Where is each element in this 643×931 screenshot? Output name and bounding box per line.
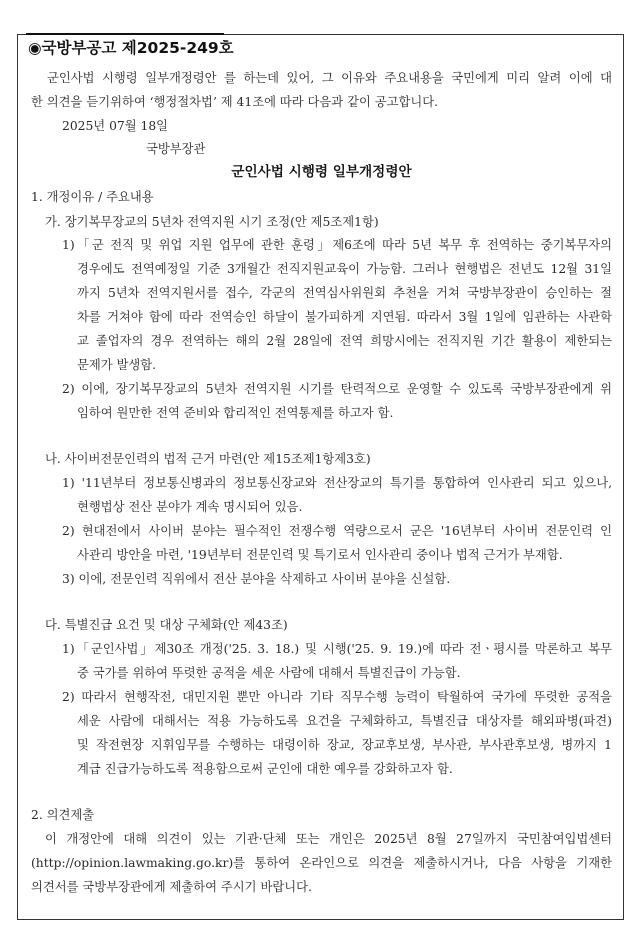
na-item1-line: 현행법상 전산 분야가 계속 명시되어 있음. xyxy=(77,500,303,514)
notice-heading: ◉국방부공고 제2025-249호 xyxy=(28,39,234,57)
da-item2-line: 2) 따라서 현행작전, 대민지원 뿐만 아니라 기타 직무수행 능력이 탁월하여 국가에 뚜렷한 공적을 xyxy=(62,690,612,704)
heading-underline xyxy=(26,33,224,35)
na-item2-line: 2) 현대전에서 사이버 분야는 필수적인 전쟁수행 역량으로서 군은 '16년부터 사이버 전문인력 인 xyxy=(62,524,612,538)
intro-line-1: 군인사법 시행령 일부개정령안 를 하는데 있어, 그 이유와 주요내용을 국민에게 미리 알려 이에 대 xyxy=(47,71,612,85)
da-item2-line: 계급 진급가능하도록 적용함으로써 군인에 대한 예우를 강화하고자 함. xyxy=(77,762,453,776)
intro-line-2: 한 의견을 듣기위하여 ‘행정절차법’ 제 41조에 따라 다음과 같이 공고합니다. xyxy=(31,95,439,109)
ga-item1-line: 차를 거쳐야 함에 따라 전역승인 하달이 불가피하게 지연됨. 따라서 3월 1일에 임관하는 사관학 xyxy=(77,310,612,324)
section-da-heading: 다. 특별진급 요건 및 대상 구체화(안 제43조) xyxy=(45,618,288,632)
da-item2-line: 세운 사람에 대해서는 적용 가능하도록 요건을 구체화하고, 특별진급 대상자를 해외파병(파견) xyxy=(77,714,612,728)
section-na-heading: 나. 사이버전문인력의 법적 근거 마련(안 제15조제1항제3호) xyxy=(45,452,371,466)
notice-issuer: 국방부장관 xyxy=(146,142,206,156)
section1-heading: 1. 개정이유 / 주요내용 xyxy=(31,190,154,204)
na-item1-line: 1) '11년부터 정보통신병과의 정보통신장교와 전산장교의 특기를 통합하여 인사관리 되고 있으나, xyxy=(62,476,612,490)
ga-item2-line: 2) 이에, 장기복무장교의 5년차 전역지원 시기를 탄력적으로 운영할 수 있도록 국방부장관에게 위 xyxy=(62,382,612,396)
document-title: 군인사법 시행령 일부개정령안 xyxy=(231,164,412,180)
ga-item1-line: 경우에도 전역예정일 기준 3개월간 전직지원교육이 가능함. 그러나 현행법은 전년도 12월 31일 xyxy=(77,262,612,276)
ga-item2-line: 임하여 원만한 전역 준비와 합리적인 전역통제를 하고자 함. xyxy=(77,406,394,420)
section2-heading: 2. 의견제출 xyxy=(31,808,95,822)
ga-item1-line: 문제가 발생함. xyxy=(77,358,157,372)
na-item2-line: 사관리 방안을 마련, '19년부터 전문인력 및 특기로서 인사관리 중이나 법적 근거가 부재함. xyxy=(77,548,563,562)
da-item1-line: 1)「군인사법」제30조 개정('25. 3. 18.) 및 시행('25. 9. 19.)에 따라 전ㆍ평시를 막론하고 복무 xyxy=(62,642,612,656)
da-item2-line: 및 작전현장 지휘임무를 수행하는 대령이하 장교, 장교후보생, 부사관, 부사관후보생, 병까지 1 xyxy=(77,738,612,752)
section2-line: (http://opinion.lawmaking.go.kr)를 통하여 온라인으로 의견을 제출하시거나, 다음 사항을 기재한 xyxy=(31,856,612,870)
da-item1-line: 중 국가를 위하여 뚜렷한 공적을 세운 사람에 대해서 특별진급이 가능함. xyxy=(77,666,461,680)
section-ga-heading: 가. 장기복무장교의 5년차 전역지원 시기 조정(안 제5조제1항) xyxy=(45,215,379,229)
na-item3-line: 3) 이에, 전문인력 직위에서 전산 분야을 삭제하고 사이버 분야을 신설함. xyxy=(62,572,451,586)
ga-item1-line: 1)「군 전직 및 위업 지원 업무에 관한 훈령」제6조에 따라 5년 복무 후 전역하는 중기복무자의 xyxy=(62,238,612,252)
section2-line: 이 개정안에 대해 의견이 있는 기관·단체 또는 개인은 2025년 8월 27일까지 국민참여입법센터 xyxy=(45,832,612,846)
section2-line: 의견서를 국방부장관에게 제출하여 주시기 바랍니다. xyxy=(31,880,312,894)
ga-item1-line: 까지 5년차 전역지원서를 접수, 각군의 전역심사위원회 추천을 거쳐 국방부장관이 승인하는 절 xyxy=(77,286,612,300)
notice-date: 2025년 07월 18일 xyxy=(62,119,169,133)
ga-item1-line: 교 졸업자의 경우 전역하는 해의 2월 28일에 전역 희망시에는 전직지원 기간 활용이 제한되는 xyxy=(77,334,612,348)
